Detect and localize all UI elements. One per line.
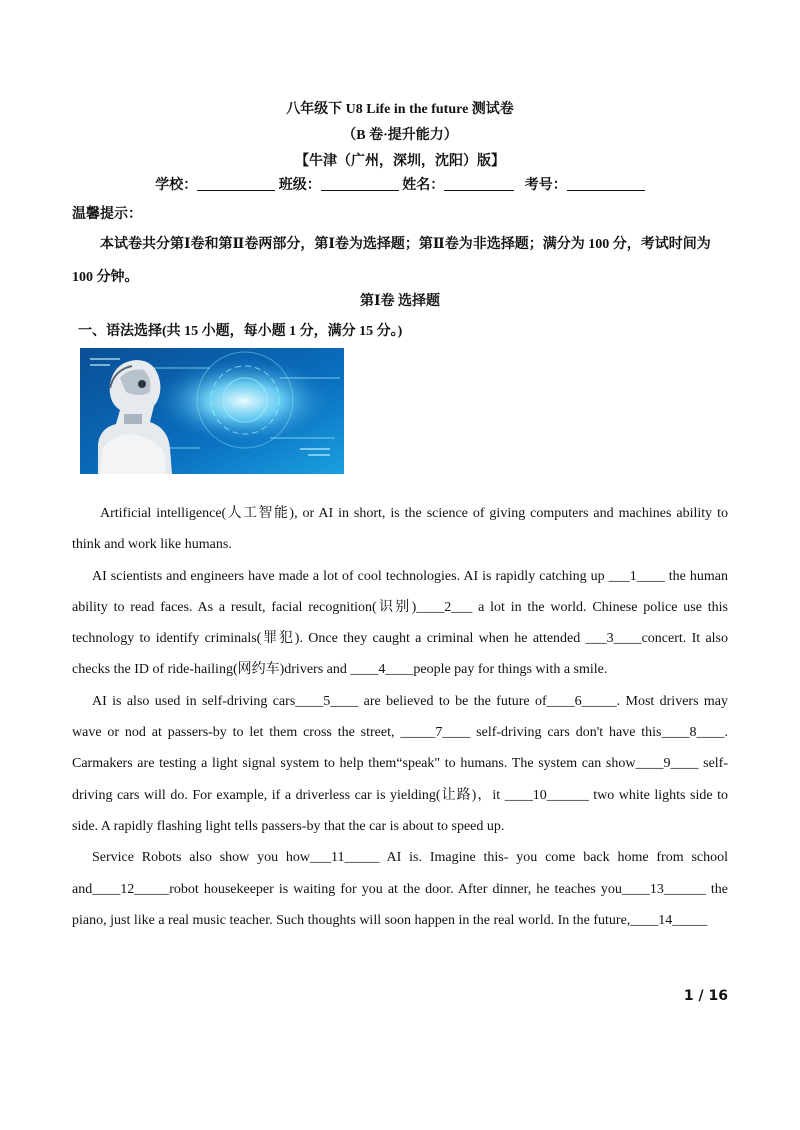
exam-edition: 【牛津（广州，深圳，沈阳）版】	[295, 154, 505, 169]
passage-paragraph: Artificial intelligence(人工智能), or AI in short, is the science of giving computers and machines ability to think and work like humans.	[72, 506, 728, 553]
reading-passage	[72, 498, 728, 936]
class-label: 班级：	[278, 178, 321, 193]
passage-paragraph: AI is also used in self-driving cars____5____ are believed to be the future of____6_____. Most drivers may wave or nod at passers-by to let them cross the street, _____7____ self-driving cars don't have this____8____. Carmakers are testing a light signal system to help them“speak" to humans. The system can show____9____ self-driving cars will do. For example, if a driverless car is yielding(让路)，it ____10______ two white lights side to side. A rapidly flashing light tells passers-by that the car is about to speed up.	[72, 693, 728, 834]
page-number: 1 / 16	[683, 988, 728, 1004]
exam-number-blank	[567, 176, 645, 191]
exam-number-label: 考号：	[524, 178, 567, 193]
ai-robot-illustration	[80, 348, 344, 474]
class-blank	[321, 176, 399, 191]
passage-paragraph: AI scientists and engineers have made a lot of cool technologies. AI is rapidly catching up ___1____ the human ability to read faces. As a result, facial recognition(识别)____2___ a lot in the world. Chinese police use this technology to identify criminals(罪犯). Once they caught a criminal when he attended ___3____concert. It also checks the ID of ride-hailing(网约车)drivers and ____4____people pay for things with a smile.	[72, 568, 728, 678]
section-one-title: 一、语法选择(共 15 小题，每小题 1 分，满分 15 分。)	[78, 324, 403, 339]
passage-paragraph: Service Robots also show you how___11_____ AI is. Imagine this- you come back home from school and____12_____robot housekeeper is waiting for you at the door. After dinner, he teaches you____13______ the piano, just like a real music teacher. Such thoughts will soon happen in the real world. In the future,____14_____	[72, 850, 728, 928]
exam-title: 八年级下 U8 Life in the future 测试卷	[286, 102, 514, 117]
part-one-title: 第Ⅰ卷 选择题	[359, 294, 441, 309]
school-blank	[197, 176, 275, 191]
exam-subtitle: （B 卷·提升能力）	[342, 128, 458, 143]
tips-label: 温馨提示：	[72, 207, 142, 222]
school-label: 学校：	[155, 178, 198, 193]
name-label: 姓名：	[402, 178, 445, 193]
name-blank	[444, 176, 514, 191]
ai-robot-image	[80, 348, 344, 474]
tips-text: 本试卷共分第Ⅰ卷和第Ⅱ卷两部分，第Ⅰ卷为选择题；第Ⅱ卷为非选择题；满分为 100 分，考试时间为 100 分钟。	[72, 237, 711, 285]
student-info-line	[0, 174, 800, 194]
